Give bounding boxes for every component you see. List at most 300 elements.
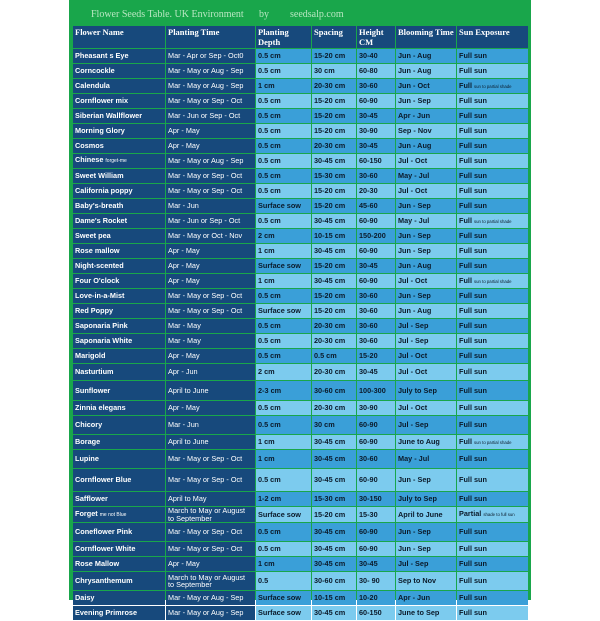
table-row xyxy=(73,469,528,491)
planting-time-cell: April to June xyxy=(166,381,255,400)
sun-exposure-text: Full sun xyxy=(459,96,487,106)
sun-exposure-note: sun to partial shade xyxy=(474,218,512,224)
flower-name-cell xyxy=(73,591,165,605)
table-row xyxy=(73,334,528,348)
sun-exposure-cell xyxy=(457,606,528,620)
blooming-time-cell: July to Sep xyxy=(396,492,456,506)
planting-time-cell: Mar - Jun xyxy=(166,416,255,434)
table-header-row xyxy=(73,26,528,48)
title-by: by xyxy=(259,9,269,20)
flower-name-cell xyxy=(73,214,165,228)
height-cell: 60-90 xyxy=(357,435,395,449)
table-row xyxy=(73,606,528,620)
flower-name-cell xyxy=(73,381,165,400)
sun-exposure-text: Full sun xyxy=(459,171,487,181)
planting-time-cell: Mar - May or Sep - Oct xyxy=(166,450,255,468)
flower-name: Chinese xyxy=(75,155,104,165)
sheet-title xyxy=(69,9,531,21)
sun-exposure-cell xyxy=(457,199,528,213)
flower-name: Chrysanthemum xyxy=(75,576,133,586)
sun-exposure-text: Full sun xyxy=(459,608,487,618)
height-cell: 30-60 xyxy=(357,169,395,183)
sun-exposure-cell xyxy=(457,492,528,506)
table-row xyxy=(73,364,528,380)
spacing-cell: 30 cm xyxy=(312,416,356,434)
sun-exposure-text: Full xyxy=(459,275,472,285)
sun-exposure-cell xyxy=(457,401,528,415)
flower-name-cell xyxy=(73,401,165,415)
sun-exposure-note: shade to full sun xyxy=(483,512,515,518)
planting-depth-cell: Surface sow xyxy=(256,199,311,213)
planting-time-cell: Mar - May or Oct - Nov xyxy=(166,229,255,243)
flower-name-cell xyxy=(73,507,165,522)
sun-exposure-text: Full sun xyxy=(459,321,487,331)
spacing-cell: 20-30 cm xyxy=(312,79,356,93)
flower-name-cell xyxy=(73,349,165,363)
table-row xyxy=(73,169,528,183)
flower-name: Saponaria Pink xyxy=(75,321,128,331)
spacing-cell: 30-45 cm xyxy=(312,274,356,288)
table-row xyxy=(73,492,528,506)
height-cell: 60-90 xyxy=(357,542,395,556)
planting-time-cell: Apr - May xyxy=(166,244,255,258)
planting-depth-cell: 0.5 cm xyxy=(256,94,311,108)
sun-exposure-cell xyxy=(457,469,528,491)
height-cell: 60-90 xyxy=(357,94,395,108)
column-header-planting-time: Planting Time xyxy=(166,26,255,48)
flower-name-cell xyxy=(73,274,165,288)
planting-depth-cell: 0.5 cm xyxy=(256,289,311,303)
height-cell: 60-90 xyxy=(357,244,395,258)
planting-depth-cell: 0.5 cm xyxy=(256,542,311,556)
blooming-time-cell: Jun - Aug xyxy=(396,49,456,63)
sun-exposure-text: Full sun xyxy=(459,186,487,196)
sun-exposure-text: Full sun xyxy=(459,261,487,271)
table-row xyxy=(73,435,528,449)
planting-time-cell: Apr - May xyxy=(166,259,255,273)
sun-exposure-text: Full sun xyxy=(459,559,487,569)
flower-name: Four O'clock xyxy=(75,276,120,286)
spacing-cell: 15-20 cm xyxy=(312,49,356,63)
flower-name: Forget xyxy=(75,508,98,518)
flower-name-cell xyxy=(73,304,165,318)
planting-time-cell: Mar - Jun or Sep - Oct xyxy=(166,109,255,123)
planting-depth-cell: 0.5 cm xyxy=(256,109,311,123)
spacing-cell: 15-20 cm xyxy=(312,304,356,318)
spacing-cell: 30-45 cm xyxy=(312,214,356,228)
spacing-cell: 30-45 cm xyxy=(312,542,356,556)
spacing-cell: 0.5 cm xyxy=(312,349,356,363)
planting-depth-cell: 0.5 xyxy=(256,572,311,590)
sun-exposure-text: Full sun xyxy=(459,454,487,464)
sun-exposure-cell xyxy=(457,435,528,449)
planting-depth-cell: 0.5 cm xyxy=(256,139,311,153)
blooming-time-cell: Apr - Jun xyxy=(396,109,456,123)
height-cell: 60-150 xyxy=(357,154,395,168)
height-cell: 30-150 xyxy=(357,492,395,506)
spacing-cell: 10-15 cm xyxy=(312,591,356,605)
spacing-cell: 15-20 cm xyxy=(312,259,356,273)
height-cell: 60-90 xyxy=(357,523,395,541)
table-row xyxy=(73,289,528,303)
spacing-cell: 20-30 cm xyxy=(312,401,356,415)
sun-exposure-note: sun to partial shade xyxy=(474,439,512,445)
sun-exposure-text: Full sun xyxy=(459,51,487,61)
flower-name-cell xyxy=(73,94,165,108)
spacing-cell: 30 cm xyxy=(312,64,356,78)
table-row xyxy=(73,229,528,243)
planting-depth-cell: 0.5 cm xyxy=(256,523,311,541)
planting-time-cell: Apr - Jun xyxy=(166,364,255,380)
planting-depth-cell: 1 cm xyxy=(256,274,311,288)
flower-name-cell xyxy=(73,334,165,348)
planting-depth-cell: Surface sow xyxy=(256,259,311,273)
blooming-time-cell: May - Jul xyxy=(396,214,456,228)
planting-time-cell: Mar - May or Aug - Sep xyxy=(166,64,255,78)
height-cell: 30-40 xyxy=(357,49,395,63)
flower-name-cell xyxy=(73,416,165,434)
planting-depth-cell: 1 cm xyxy=(256,450,311,468)
spacing-cell: 30-60 cm xyxy=(312,381,356,400)
table-row xyxy=(73,199,528,213)
planting-time-cell: Mar - May xyxy=(166,319,255,333)
sun-exposure-text: Full xyxy=(459,436,472,446)
flower-name-cell xyxy=(73,364,165,380)
flower-name: Lupine xyxy=(75,454,99,464)
spacing-cell: 20-30 cm xyxy=(312,319,356,333)
blooming-time-cell: Jun - Sep xyxy=(396,523,456,541)
flower-name-cell xyxy=(73,49,165,63)
blooming-time-cell: May - Jul xyxy=(396,450,456,468)
flower-name: Safflower xyxy=(75,494,108,504)
planting-depth-cell: 2 cm xyxy=(256,229,311,243)
blooming-time-cell: Jul - Sep xyxy=(396,557,456,571)
height-cell: 30-60 xyxy=(357,79,395,93)
flower-name-note: forget-me xyxy=(105,158,127,165)
blooming-time-cell: Sep to Nov xyxy=(396,572,456,590)
flower-name-cell xyxy=(73,557,165,571)
spacing-cell: 20-30 cm xyxy=(312,364,356,380)
flower-name-cell xyxy=(73,450,165,468)
flower-name: Red Poppy xyxy=(75,306,114,316)
table-row xyxy=(73,591,528,605)
column-header-flower-name: Flower Name xyxy=(73,26,165,48)
sun-exposure-cell xyxy=(457,381,528,400)
flower-name: Rose Mallow xyxy=(75,559,120,569)
flower-name: Daisy xyxy=(75,593,95,603)
blooming-time-cell: Jun - Aug xyxy=(396,64,456,78)
height-cell: 100-300 xyxy=(357,381,395,400)
planting-depth-cell: 1 cm xyxy=(256,244,311,258)
height-cell: 45-60 xyxy=(357,199,395,213)
flower-seeds-table xyxy=(72,25,529,621)
sun-exposure-cell xyxy=(457,184,528,198)
sun-exposure-text: Full sun xyxy=(459,351,487,361)
height-cell: 30-45 xyxy=(357,364,395,380)
blooming-time-cell: Jul - Sep xyxy=(396,416,456,434)
height-cell: 30-90 xyxy=(357,124,395,138)
flower-name: Zinnia elegans xyxy=(75,403,126,413)
table-row xyxy=(73,94,528,108)
planting-time-cell: Apr - May xyxy=(166,557,255,571)
height-cell: 150-200 xyxy=(357,229,395,243)
sun-exposure-text: Full sun xyxy=(459,336,487,346)
height-cell: 30-60 xyxy=(357,319,395,333)
planting-depth-cell: Surface sow xyxy=(256,304,311,318)
flower-name-cell xyxy=(73,79,165,93)
planting-time-cell: Apr - May xyxy=(166,401,255,415)
sun-exposure-cell xyxy=(457,79,528,93)
column-header-spacing: Spacing xyxy=(312,26,356,48)
sun-exposure-text: Full sun xyxy=(459,527,487,537)
spacing-cell: 30-45 cm xyxy=(312,435,356,449)
spacing-cell: 15-20 cm xyxy=(312,289,356,303)
spacing-cell: 20-30 cm xyxy=(312,139,356,153)
sun-exposure-text: Full sun xyxy=(459,246,487,256)
spacing-cell: 10-15 cm xyxy=(312,229,356,243)
flower-name-note: me not Blue xyxy=(99,511,127,518)
flower-name-cell xyxy=(73,542,165,556)
blooming-time-cell: Jun - Oct xyxy=(396,79,456,93)
flower-name: Cornflower mix xyxy=(75,96,129,106)
sun-exposure-cell xyxy=(457,154,528,168)
spacing-cell: 15-20 cm xyxy=(312,184,356,198)
sun-exposure-cell xyxy=(457,364,528,380)
planting-depth-cell: 0.5 cm xyxy=(256,214,311,228)
sun-exposure-cell xyxy=(457,304,528,318)
height-cell: 60-90 xyxy=(357,274,395,288)
sun-exposure-cell xyxy=(457,591,528,605)
sun-exposure-cell xyxy=(457,49,528,63)
spacing-cell: 30-45 cm xyxy=(312,469,356,491)
sun-exposure-text: Full sun xyxy=(459,403,487,413)
flower-name-cell xyxy=(73,435,165,449)
planting-time-cell: March to May or August to September xyxy=(166,572,255,590)
planting-depth-cell: 0.5 cm xyxy=(256,334,311,348)
spacing-cell: 30-45 cm xyxy=(312,154,356,168)
flower-name: Pheasant s Eye xyxy=(75,51,129,61)
planting-time-cell: Apr - May xyxy=(166,274,255,288)
table-row xyxy=(73,184,528,198)
table-row xyxy=(73,523,528,541)
height-cell: 60-150 xyxy=(357,606,395,620)
planting-time-cell: Mar - May or Sep - Oct xyxy=(166,289,255,303)
blooming-time-cell: May - Jul xyxy=(396,169,456,183)
flower-name-cell xyxy=(73,139,165,153)
flower-name-cell xyxy=(73,259,165,273)
flower-name: Sweet pea xyxy=(75,231,111,241)
blooming-time-cell: Jul - Oct xyxy=(396,274,456,288)
table-row xyxy=(73,557,528,571)
table-row xyxy=(73,507,528,522)
planting-depth-cell: 0.5 cm xyxy=(256,184,311,198)
spacing-cell: 15-30 cm xyxy=(312,169,356,183)
blooming-time-cell: Jul - Oct xyxy=(396,349,456,363)
flower-name: Sunflower xyxy=(75,385,111,395)
sun-exposure-text: Full xyxy=(459,215,472,225)
sun-exposure-text: Full sun xyxy=(459,141,487,151)
flower-name: Chicory xyxy=(75,420,103,430)
flower-name: Evening Primrose xyxy=(75,608,138,618)
table-row xyxy=(73,542,528,556)
blooming-time-cell: Jun - Aug xyxy=(396,259,456,273)
spacing-cell: 30-45 cm xyxy=(312,450,356,468)
sun-exposure-text: Full sun xyxy=(459,475,487,485)
table-row xyxy=(73,304,528,318)
planting-depth-cell: Surface sow xyxy=(256,591,311,605)
flower-name: Calendula xyxy=(75,81,110,91)
sun-exposure-text: Full sun xyxy=(459,126,487,136)
sun-exposure-cell xyxy=(457,259,528,273)
planting-time-cell: Mar - May or Sep - Oct xyxy=(166,94,255,108)
height-cell: 30-45 xyxy=(357,139,395,153)
flower-name-cell xyxy=(73,169,165,183)
blooming-time-cell: June to Sep xyxy=(396,606,456,620)
sun-exposure-cell xyxy=(457,542,528,556)
planting-time-cell: April to June xyxy=(166,435,255,449)
planting-depth-cell: 1 cm xyxy=(256,435,311,449)
flower-name: Baby's-breath xyxy=(75,201,124,211)
table-row xyxy=(73,244,528,258)
sun-exposure-text: Full sun xyxy=(459,593,487,603)
blooming-time-cell: Jul - Oct xyxy=(396,401,456,415)
sun-exposure-text: Full sun xyxy=(459,201,487,211)
height-cell: 30- 90 xyxy=(357,572,395,590)
blooming-time-cell: July to Sep xyxy=(396,381,456,400)
blooming-time-cell: Jul - Oct xyxy=(396,184,456,198)
spacing-cell: 15-20 cm xyxy=(312,199,356,213)
height-cell: 10-20 xyxy=(357,591,395,605)
planting-time-cell: Mar - May or Sep - Oct xyxy=(166,304,255,318)
flower-name: Rose mallow xyxy=(75,246,120,256)
sun-exposure-cell xyxy=(457,109,528,123)
sun-exposure-cell xyxy=(457,289,528,303)
planting-depth-cell: 0.5 cm xyxy=(256,124,311,138)
sun-exposure-cell xyxy=(457,229,528,243)
sun-exposure-cell xyxy=(457,139,528,153)
table-row xyxy=(73,572,528,590)
height-cell: 15-30 xyxy=(357,507,395,522)
blooming-time-cell: Apr - Jun xyxy=(396,591,456,605)
planting-depth-cell: 0.5 cm xyxy=(256,416,311,434)
sun-exposure-text: Full sun xyxy=(459,291,487,301)
sun-exposure-cell xyxy=(457,416,528,434)
flower-name: Morning Glory xyxy=(75,126,125,136)
flower-name-cell xyxy=(73,154,165,168)
planting-time-cell: Apr - May xyxy=(166,139,255,153)
sun-exposure-text: Full sun xyxy=(459,156,487,166)
blooming-time-cell: Jun - Aug xyxy=(396,304,456,318)
flower-name-cell xyxy=(73,606,165,620)
spacing-cell: 30-45 cm xyxy=(312,523,356,541)
sun-exposure-note: sun to partial shade xyxy=(474,83,512,89)
flower-name-cell xyxy=(73,523,165,541)
table-row xyxy=(73,416,528,434)
column-header-sun-exposure: Sun Exposure xyxy=(457,26,528,48)
flower-name: Sweet William xyxy=(75,171,124,181)
blooming-time-cell: Jul - Sep xyxy=(396,319,456,333)
planting-depth-cell: 0.5 cm xyxy=(256,64,311,78)
blooming-time-cell: Jun - Sep xyxy=(396,289,456,303)
table-row xyxy=(73,349,528,363)
planting-time-cell: Mar - May or Aug - Sep xyxy=(166,606,255,620)
height-cell: 30-45 xyxy=(357,259,395,273)
height-cell: 60-80 xyxy=(357,64,395,78)
sun-exposure-cell xyxy=(457,572,528,590)
planting-time-cell: Mar - May or Sep - Oct xyxy=(166,523,255,541)
sun-exposure-cell xyxy=(457,523,528,541)
blooming-time-cell: Sep - Nov xyxy=(396,124,456,138)
blooming-time-cell: Jun - Sep xyxy=(396,542,456,556)
planting-time-cell: Mar - May or Sep - Oct xyxy=(166,469,255,491)
planting-depth-cell: 0.5 cm xyxy=(256,154,311,168)
table-row xyxy=(73,64,528,78)
spacing-cell: 30-60 cm xyxy=(312,572,356,590)
planting-time-cell: Mar - May or Sep - Oct xyxy=(166,542,255,556)
sun-exposure-text: Full sun xyxy=(459,576,487,586)
flower-name: Cosmos xyxy=(75,141,104,151)
height-cell: 60-90 xyxy=(357,214,395,228)
height-cell: 15-20 xyxy=(357,349,395,363)
sun-exposure-cell xyxy=(457,94,528,108)
table-row xyxy=(73,154,528,168)
flower-name-cell xyxy=(73,199,165,213)
flower-name: Cornflower White xyxy=(75,544,136,554)
column-header-blooming-time: Blooming Time xyxy=(396,26,456,48)
title-text: Flower Seeds Table. UK Environment xyxy=(91,9,244,20)
spacing-cell: 15-30 cm xyxy=(312,492,356,506)
flower-name-cell xyxy=(73,244,165,258)
planting-time-cell: Mar - Apr or Sep - Oct0 xyxy=(166,49,255,63)
column-header-height: Height CM xyxy=(357,26,395,48)
title-site: seedsalp.com xyxy=(290,9,344,20)
planting-depth-cell: 1 cm xyxy=(256,79,311,93)
planting-depth-cell: Surface sow xyxy=(256,507,311,522)
planting-depth-cell: 0.5 cm xyxy=(256,319,311,333)
planting-time-cell: Mar - May or Sep - Oct xyxy=(166,184,255,198)
flower-name: Borage xyxy=(75,437,101,447)
flower-name-cell xyxy=(73,109,165,123)
flower-name-cell xyxy=(73,184,165,198)
table-row xyxy=(73,49,528,63)
flower-name: Marigold xyxy=(75,351,106,361)
planting-time-cell: Mar - Jun xyxy=(166,199,255,213)
planting-time-cell: March to May or August to September xyxy=(166,507,255,522)
sun-exposure-text: Full sun xyxy=(459,231,487,241)
planting-time-cell: Mar - Jun or Sep - Oct xyxy=(166,214,255,228)
planting-time-cell: April to May xyxy=(166,492,255,506)
blooming-time-cell: Jun - Sep xyxy=(396,199,456,213)
table-row xyxy=(73,319,528,333)
planting-time-cell: Mar - May or Aug - Sep xyxy=(166,79,255,93)
flower-name-cell xyxy=(73,289,165,303)
planting-depth-cell: 1-2 cm xyxy=(256,492,311,506)
sun-exposure-note: sun to partial shade xyxy=(474,278,512,284)
flower-name-cell xyxy=(73,229,165,243)
blooming-time-cell: Jun - Sep xyxy=(396,469,456,491)
sun-exposure-text: Partial xyxy=(459,509,482,519)
sun-exposure-cell xyxy=(457,214,528,228)
spacing-cell: 30-45 cm xyxy=(312,244,356,258)
planting-depth-cell: 1 cm xyxy=(256,557,311,571)
height-cell: 60-90 xyxy=(357,469,395,491)
height-cell: 30-45 xyxy=(357,109,395,123)
flower-name: California poppy xyxy=(75,186,133,196)
table-row xyxy=(73,274,528,288)
flower-name-cell xyxy=(73,319,165,333)
table-row xyxy=(73,139,528,153)
table-row xyxy=(73,109,528,123)
